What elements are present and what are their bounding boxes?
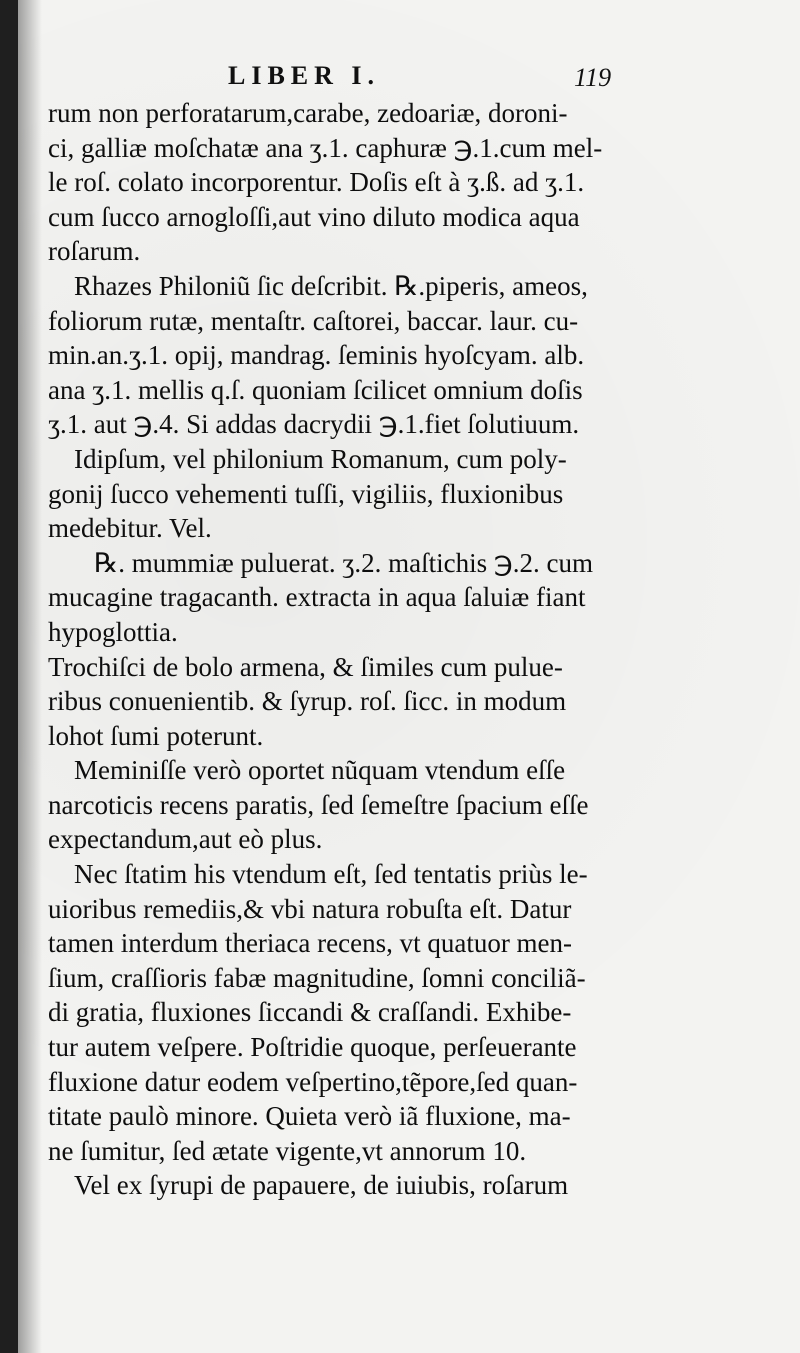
text-line: tur autem veſpere. Poſtridie quoque, perſeuerante <box>48 1032 577 1063</box>
paragraph-3 <box>48 442 648 546</box>
text-line: ne ſumitur, ſed ætate vigente,vt annorum 10. <box>48 1135 527 1166</box>
book-page <box>18 0 800 1353</box>
paragraph-5 <box>48 650 648 754</box>
text-line: ℞. mummiæ puluerat. ʒ.2. maſtichis ℈.2. cum <box>94 547 593 578</box>
paragraph-8 <box>48 1168 648 1203</box>
text-line: di gratia, fluxiones ſiccandi & craſſandi. Exhibe- <box>48 997 572 1028</box>
text-line: Nec ſtatim his vtendum eſt, ſed tentatis priùs le- <box>74 859 588 890</box>
text-line: roſarum. <box>48 236 141 267</box>
text-line: cum ſucco arnogloſſi,aut vino diluto modica aqua <box>48 201 580 232</box>
text-line: foliorum rutæ, mentaſtr. caſtorei, baccar. laur. cu- <box>48 305 579 336</box>
text-line: Trochiſci de bolo armena, & ſimiles cum pulue- <box>48 651 563 682</box>
page-header <box>18 55 800 95</box>
paragraph-1 <box>48 96 648 269</box>
text-line: narcoticis recens paratis, ſed ſemeſtre ſpacium eſſe <box>48 789 589 820</box>
text-line: lohot ſumi poterunt. <box>48 720 264 751</box>
text-line: hypoglottia. <box>48 616 178 647</box>
paragraph-4 <box>48 546 648 650</box>
running-head: LIBER I. <box>228 61 381 90</box>
text-line: fluxione datur eodem veſpertino,tẽpore,ſed quan- <box>48 1066 578 1097</box>
body-text <box>48 96 648 1203</box>
text-line: uioribus remediis,& vbi natura robuſta eſt. Datur <box>48 893 572 924</box>
text-line: Meminiſſe verò oportet nũquam vtendum eſſe <box>74 755 566 786</box>
gutter-shadow <box>18 0 42 1353</box>
text-line: Rhazes Philoniũ ſic deſcribit. ℞.piperis, ameos, <box>74 270 588 301</box>
text-line: le roſ. colato incorporentur. Doſis eſt à ʒ.ß. ad ʒ.1. <box>48 167 585 198</box>
text-line: tamen interdum theriaca recens, vt quatuor men- <box>48 928 573 959</box>
text-line: expectandum,aut eò plus. <box>48 824 323 855</box>
text-line: ribus conuenientib. & ſyrup. roſ. ſicc. in modum <box>48 686 567 717</box>
text-line: min.an.ʒ.1. opij, mandrag. ſeminis hyoſcyam. alb. <box>48 340 585 371</box>
text-line: titate paulò minore. Quieta verò iã fluxione, ma- <box>48 1101 571 1132</box>
text-line: Idipſum, vel philonium Romanum, cum poly- <box>74 443 567 474</box>
paragraph-6 <box>48 753 648 857</box>
paragraph-7 <box>48 857 648 1168</box>
text-line: Vel ex ſyrupi de papauere, de iuiubis, roſarum <box>74 1170 569 1201</box>
text-line: ci, galliæ moſchatæ ana ʒ.1. caphuræ ℈.1.cum mel- <box>48 132 603 163</box>
text-line: medebitur. Vel. <box>48 513 212 544</box>
text-line: gonij ſucco vehementi tuſſi, vigiliis, fluxionibus <box>48 478 564 509</box>
text-line: ſium, craſſioris fabæ magnitudine, ſomni conciliã- <box>48 962 586 993</box>
page-number: 119 <box>574 63 612 92</box>
paragraph-2 <box>48 269 648 442</box>
text-line: rum non perforatarum,carabe, zedoariæ, doroni- <box>48 98 568 128</box>
text-line: mucagine tragacanth. extracta in aqua ſaluiæ fiant <box>48 582 586 613</box>
text-line: ʒ.1. aut ℈.4. Si addas dacrydii ℈.1.fiet ſolutiuum. <box>48 409 580 440</box>
text-line: ana ʒ.1. mellis q.ſ. quoniam ſcilicet omnium doſis <box>48 374 583 405</box>
